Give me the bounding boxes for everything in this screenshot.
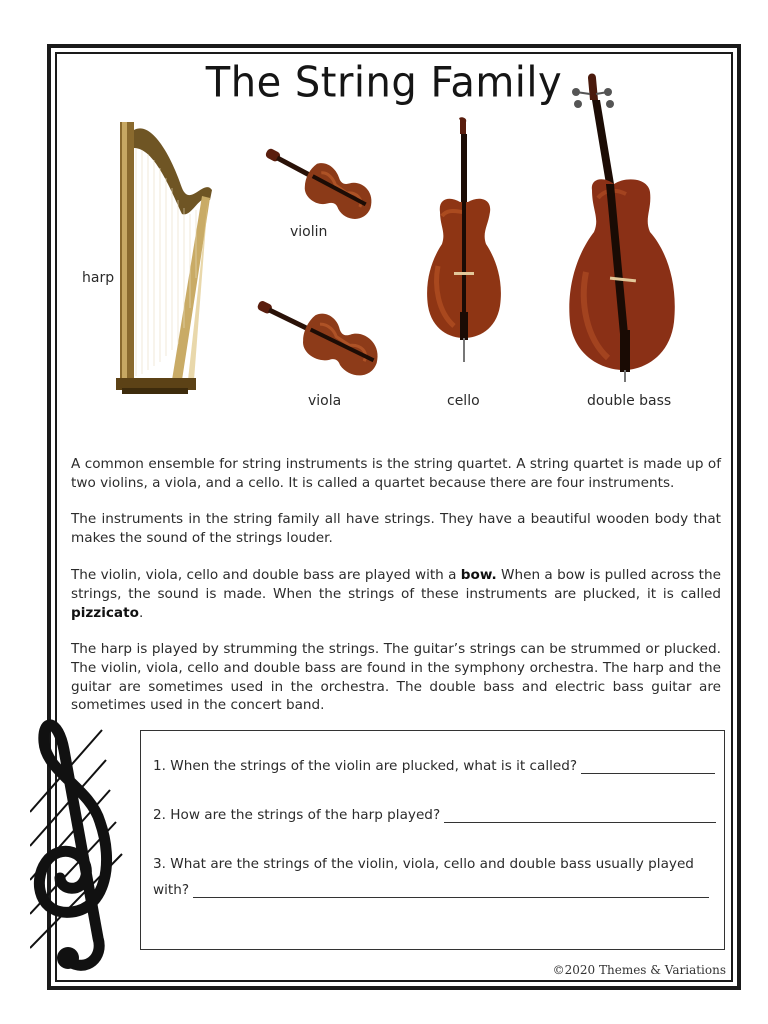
double-bass-image <box>562 72 682 384</box>
paragraph-text: When a bow is pulled across the strings, the sound is made. When the strings of these instruments are plucked, it is called <box>71 567 721 602</box>
question-2-text: 2. How are the strings of the harp played? <box>153 807 441 823</box>
question-3-continued <box>153 882 709 898</box>
bold-term-bow: bow. <box>460 567 497 583</box>
question-1-text: 1. When the strings of the violin are plucked, what is it called? <box>153 758 578 774</box>
question-3-text-continued: with? <box>153 882 190 898</box>
viola-image <box>246 288 396 388</box>
paragraph-bow-pizzicato <box>71 566 721 622</box>
harp-image <box>112 118 222 398</box>
harp-label: harp <box>82 270 115 286</box>
question-2 <box>153 807 716 823</box>
paragraph-string-quartet: A common ensemble for string instruments is the string quartet. A string quartet is made up of two violins, a viola, and a cello. It is called a quartet because there are four instruments. <box>71 456 721 491</box>
copyright-notice: ©2020 Themes & Variations <box>552 963 726 977</box>
cello-label: cello <box>447 393 480 409</box>
violin-label: violin <box>290 224 328 240</box>
page-title: The String Family <box>205 58 563 108</box>
treble-clef-icon <box>30 712 140 982</box>
viola-label: viola <box>308 393 342 409</box>
answer-2-blank[interactable] <box>444 808 716 823</box>
bold-term-pizzicato: pizzicato <box>71 604 139 621</box>
answer-1-blank[interactable] <box>581 759 715 774</box>
violin-image <box>256 138 386 230</box>
paragraph-text: The violin, viola, cello and double bass are played with a <box>71 567 461 583</box>
paragraph-text: . <box>138 604 144 621</box>
question-1 <box>153 758 715 774</box>
paragraph-wooden-body: The instruments in the string family all have strings. They have a beautiful wooden body that makes the sound of the strings louder. <box>71 511 721 546</box>
double-bass-label: double bass <box>587 393 672 409</box>
question-3 <box>153 856 694 872</box>
paragraph-harp-guitar: The harp is played by strumming the strings. The guitar’s strings can be strummed or plucked. The violin, viola, cello and double bass are found in the symphony orchestra. The harp and the guitar are sometimes used in the orchestra. The double bass and electric bass guitar are sometimes used in the concert band. <box>71 641 721 714</box>
cello-image <box>420 116 510 366</box>
questions-box <box>140 730 725 950</box>
question-3-text: 3. What are the strings of the violin, viola, cello and double bass usually played <box>153 856 694 872</box>
answer-3-blank[interactable] <box>193 883 709 898</box>
